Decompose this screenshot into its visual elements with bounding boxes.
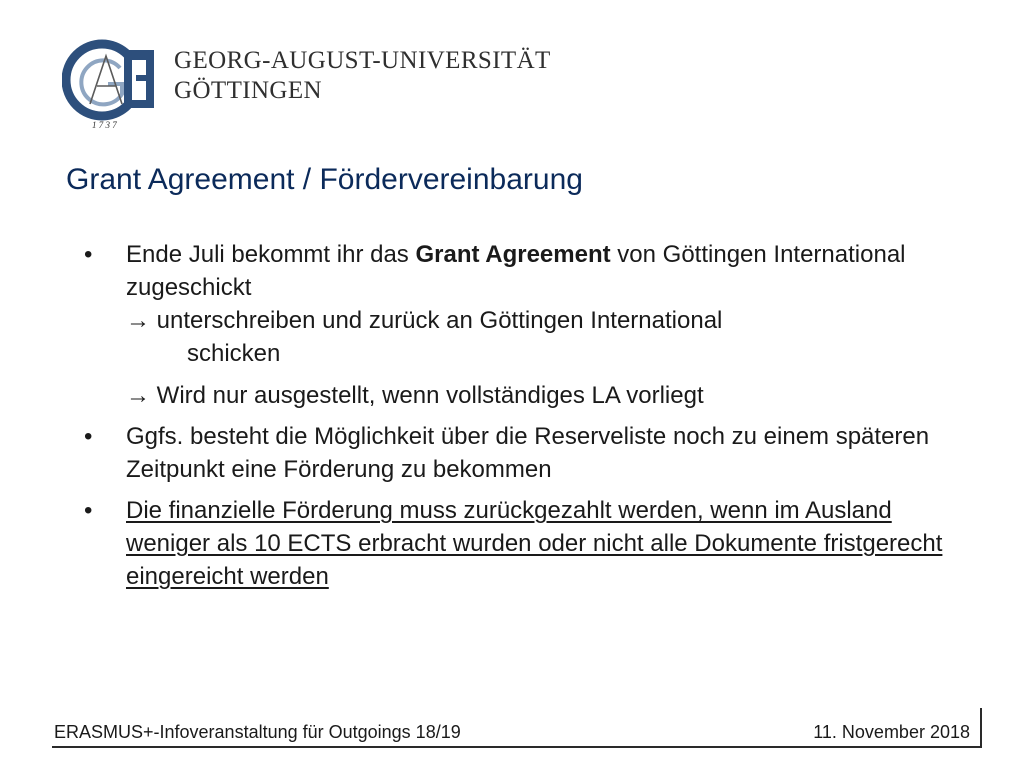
arrow-note-text: unterschreiben und zurück an Göttingen International: [150, 307, 723, 334]
arrow-note: [126, 379, 944, 412]
slide-title: Grant Agreement / Fördervereinbarung: [66, 163, 583, 196]
bullet-marker: •: [84, 497, 93, 524]
bullet-marker: •: [84, 241, 93, 268]
bullet-text: [126, 241, 906, 301]
bullet-text-part: von Göttingen International zugeschickt: [126, 241, 906, 301]
bullet-item: [84, 238, 944, 412]
slide-content: [84, 238, 944, 601]
bullet-item: [84, 494, 944, 593]
logo-year: 1 7 3 7: [92, 120, 117, 130]
footer-divider: [52, 746, 982, 748]
bullet-bold-term: Grant Agreement: [415, 241, 611, 268]
footer-event-title: ERASMUS+-Infoveranstaltung für Outgoings 18/19: [54, 722, 461, 742]
arrow-note-continued: schicken: [187, 340, 281, 367]
bullet-text-part: Ende Juli bekommt ihr das: [126, 241, 416, 268]
arrow-note: [126, 304, 944, 337]
arrow-icon: →: [126, 307, 150, 334]
university-name-line2: GÖTTINGEN: [174, 77, 323, 104]
arrow-note-text: Wird nur ausgestellt, wenn vollständiges LA vorliegt: [150, 382, 704, 409]
bullet-marker: •: [84, 423, 93, 450]
bullet-text: Die finanzielle Förderung muss zurückgezahlt werden, wenn im Ausland weniger als 10 ECTS erbracht wurden oder nicht alle Dokumente fristgerecht eingereicht werden: [126, 497, 943, 590]
university-logo: [62, 38, 162, 130]
university-name: [174, 46, 551, 106]
arrow-icon: →: [126, 382, 150, 409]
bullet-item: [84, 420, 944, 486]
university-name-line1: GEORG-AUGUST-UNIVERSITÄT: [174, 47, 551, 74]
footer-divider-vertical: [980, 708, 982, 748]
bullet-text: Ggfs. besteht die Möglichkeit über die Reserveliste noch zu einem späteren Zeitpunkt eine Förderung zu bekommen: [126, 423, 930, 483]
footer-date: 11. November 2018: [813, 722, 970, 742]
